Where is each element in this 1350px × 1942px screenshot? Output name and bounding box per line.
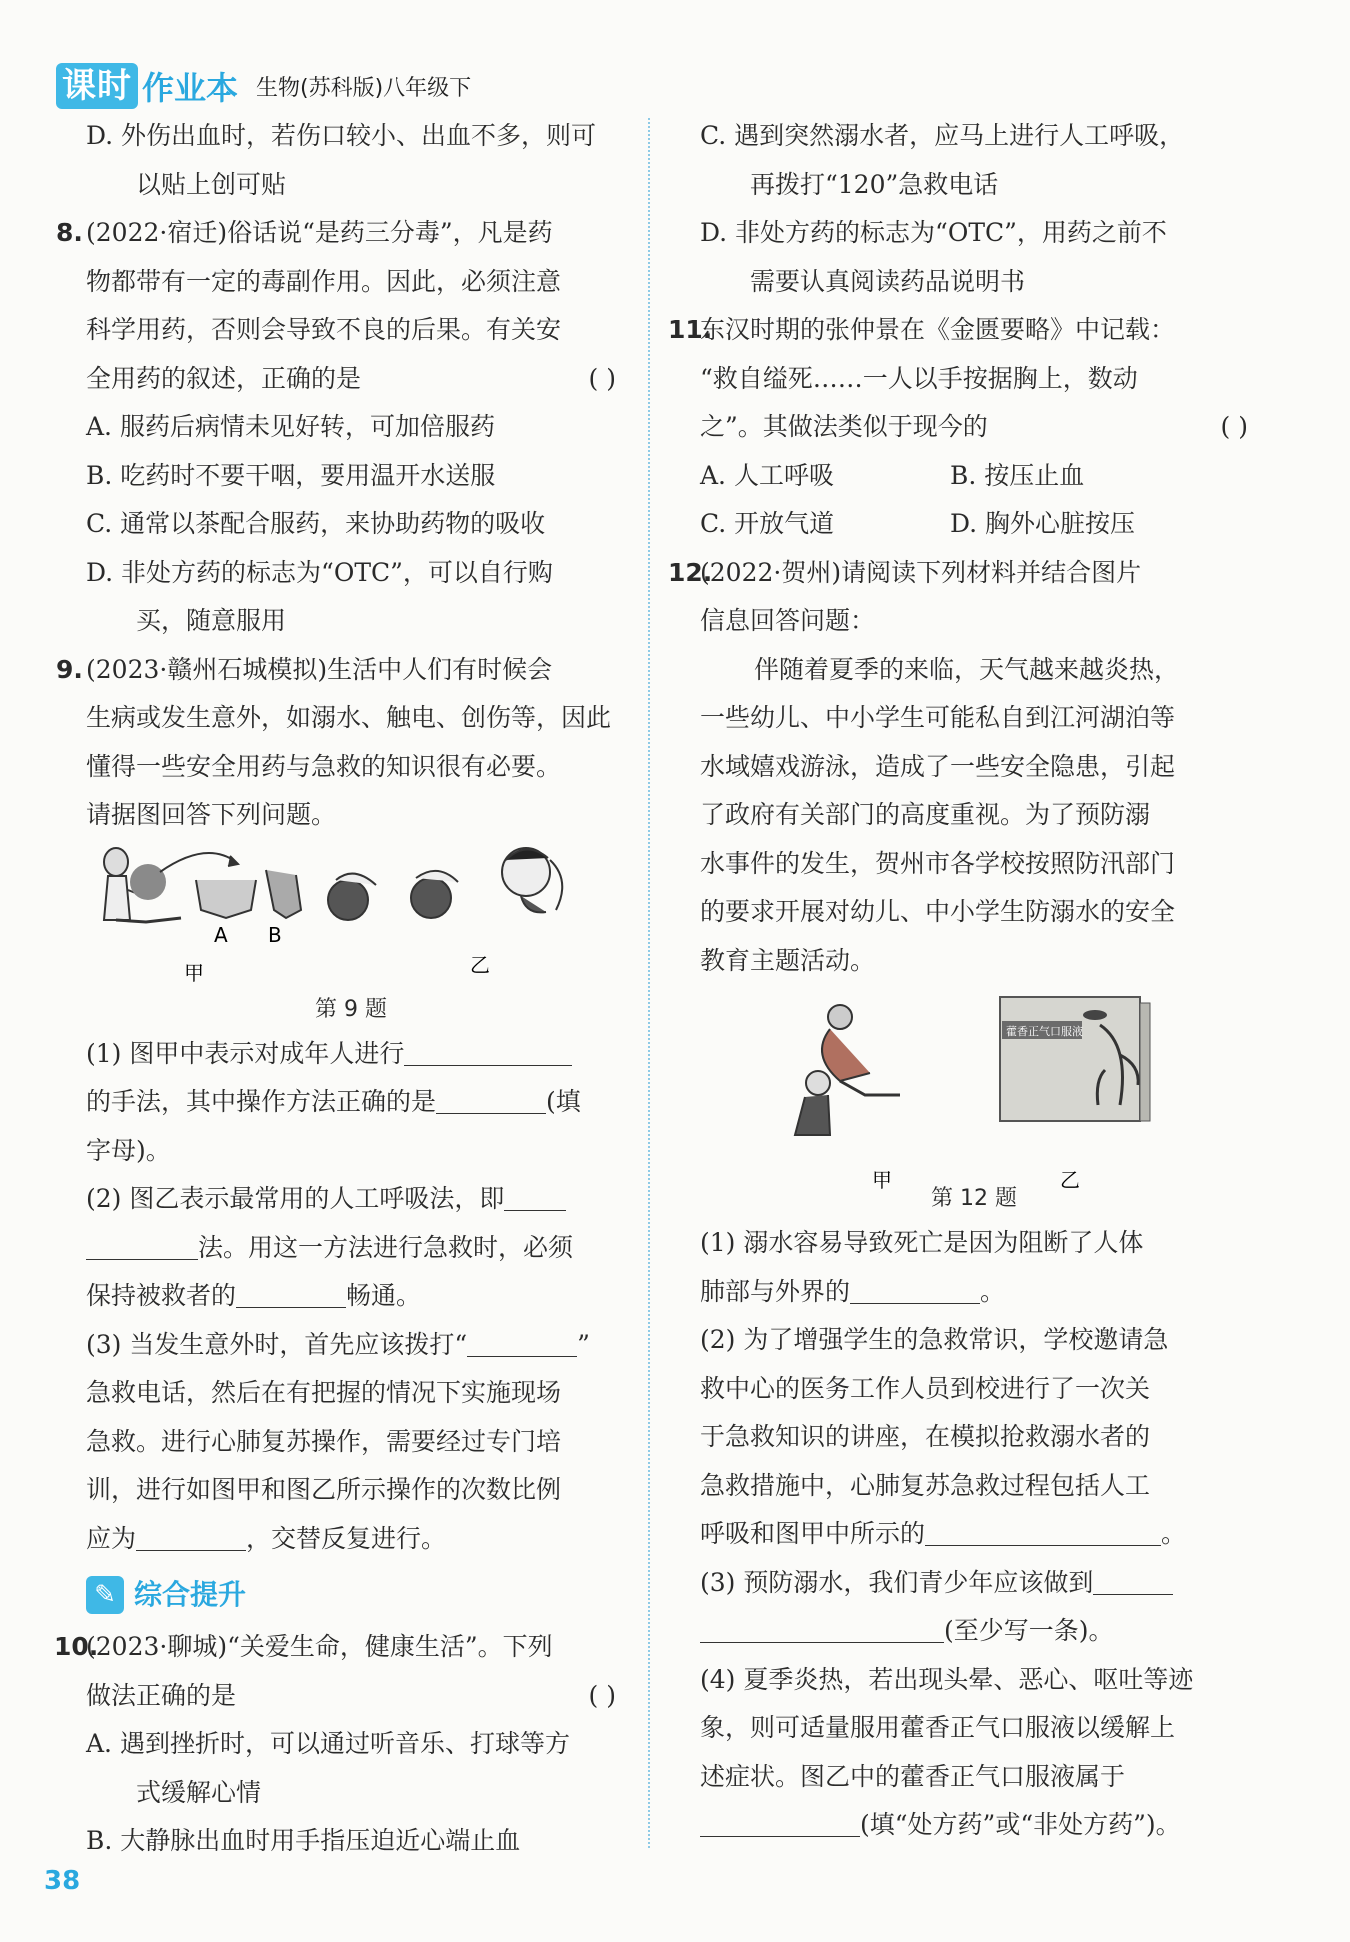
q10-option-d-line2: 需要认真阅读药品说明书 bbox=[750, 266, 1026, 296]
q9-part3-line1: (3) 当发生意外时，首先应该拨打“ ” bbox=[86, 1321, 616, 1370]
q11-options-row1 bbox=[700, 452, 1248, 501]
q9-blank-4[interactable] bbox=[236, 1277, 346, 1308]
page-header bbox=[56, 60, 471, 112]
q9-part2-line2: 法。用这一方法进行急救时，必须 bbox=[86, 1224, 616, 1273]
q9-blank-5[interactable] bbox=[467, 1326, 577, 1357]
q12-part2-line5: 呼吸和图甲中所示的 。 bbox=[700, 1510, 1248, 1559]
q12-material-line5: 水事件的发生，贺州市各学校按照防汛部门 bbox=[700, 848, 1176, 878]
left-column bbox=[54, 112, 616, 1866]
right-column bbox=[668, 112, 1248, 1850]
fig-label-a: A bbox=[214, 922, 228, 947]
q9-stem-line4: 请据图回答下列问题。 bbox=[86, 800, 337, 829]
fig12-label-yi: 乙 bbox=[1060, 1168, 1080, 1192]
logo-mark: 课时 bbox=[56, 63, 138, 109]
q11-option-c: C. 开放气道 bbox=[700, 509, 835, 538]
q9-part1-line3: 字母)。 bbox=[86, 1135, 171, 1165]
q9-part1-line2: 的手法，其中操作方法正确的是 (填 bbox=[86, 1078, 616, 1127]
q9-blank-3a[interactable] bbox=[504, 1180, 566, 1211]
q12-material-line3: 水域嬉戏游泳，造成了一些安全隐患，引起 bbox=[700, 751, 1176, 781]
q9-part3-line5: 应为 ，交替反复进行。 bbox=[86, 1515, 616, 1564]
q7-option-d-line1: D. 外伤出血时，若伤口较小、出血不多，则可 bbox=[86, 121, 597, 150]
q12-part4-line4: (填“处方药”或“非处方药”)。 bbox=[700, 1801, 1248, 1850]
q9-stem-line3: 懂得一些安全用药与急救的知识很有必要。 bbox=[86, 751, 562, 781]
q12-caption: 第 12 题 bbox=[931, 1186, 1017, 1211]
q9-number: 9. bbox=[56, 654, 83, 684]
q12-blank-3a[interactable] bbox=[1093, 1564, 1173, 1595]
q12-blank-2[interactable] bbox=[925, 1515, 1161, 1546]
q8-stem-line4: 全用药的叙述，正确的是 ( ) bbox=[86, 355, 616, 404]
q10-option-c-line1: C. 遇到突然溺水者，应马上进行人工呼吸， bbox=[700, 121, 1185, 150]
q12-material-line4: 了政府有关部门的高度重视。为了预防溺 bbox=[700, 800, 1151, 829]
q8-stem-line3: 科学用药，否则会导致不良的后果。有关安 bbox=[86, 315, 562, 344]
q9-part3-line2: 急救电话，然后在有把握的情况下实施现场 bbox=[86, 1378, 562, 1407]
book-logo bbox=[56, 63, 238, 109]
q12-material-line7: 教育主题活动。 bbox=[700, 945, 876, 975]
q12-number: 12. bbox=[668, 557, 713, 587]
q12-stem-line2: 信息回答问题： bbox=[700, 606, 876, 635]
section-title: 综合提升 bbox=[134, 1577, 247, 1611]
q11-stem-line1: 11. 东汉时期的张仲景在《金匮要略》中记载： bbox=[700, 306, 1248, 355]
section-header bbox=[86, 1567, 616, 1623]
q10-stem-line2: 做法正确的是 ( ) bbox=[86, 1672, 616, 1721]
q9-blank-2[interactable] bbox=[436, 1083, 546, 1114]
q12-figure bbox=[700, 985, 1248, 1207]
q12-part2-line4: 急救措施中，心肺复苏急救过程包括人工 bbox=[700, 1470, 1151, 1500]
q11-stem-line2: “救自缢死……一人以手按据胸上，数动 bbox=[700, 363, 1138, 393]
q11-option-d: D. 胸外心脏按压 bbox=[950, 509, 1136, 538]
fig-label-b: B bbox=[268, 922, 282, 947]
q9-part3-line4: 训，进行如图甲和图乙所示操作的次数比例 bbox=[86, 1475, 562, 1504]
q9-stem-line2: 生病或发生意外，如溺水、触电、创伤等，因此 bbox=[86, 703, 612, 732]
q9-caption: 第 9 题 bbox=[315, 996, 387, 1022]
q8-option-d-line1: D. 非处方药的标志为“OTC”，可以自行购 bbox=[86, 557, 553, 587]
q9-part3-line3: 急救。进行心肺复苏操作，需要经过专门培 bbox=[86, 1426, 562, 1456]
q8-option-c: C. 通常以茶配合服药，来协助药物的吸收 bbox=[86, 509, 546, 538]
logo-text: 作业本 bbox=[142, 69, 239, 107]
q12-part4-line3: 述症状。图乙中的藿香正气口服液属于 bbox=[700, 1761, 1126, 1791]
figure-yi-medicine-box bbox=[1000, 997, 1150, 1121]
q10-option-a-line2: 式缓解心情 bbox=[136, 1777, 262, 1807]
q12-part3-line1: (3) 预防溺水，我们青少年应该做到 bbox=[700, 1559, 1248, 1608]
q12-part1-line2: 肺部与外界的 。 bbox=[700, 1268, 1248, 1317]
q12-part4-line2: 象，则可适量服用藿香正气口服液以缓解上 bbox=[700, 1713, 1176, 1742]
q10-answer-paren: ( ) bbox=[588, 1680, 616, 1710]
q9-stem-line1: 9. (2023·赣州石城模拟)生活中人们有时候会 bbox=[86, 646, 616, 695]
q11-option-b: B. 按压止血 bbox=[950, 460, 1085, 490]
q9-part1-line1: (1) 图甲中表示对成年人进行 bbox=[86, 1030, 616, 1079]
q12-illustration bbox=[700, 985, 1248, 1207]
q12-stem-line1: 12. (2022·贺州)请阅读下列材料并结合图片 bbox=[700, 549, 1248, 598]
q9-blank-3b[interactable] bbox=[86, 1229, 198, 1260]
q12-blank-3b[interactable] bbox=[700, 1612, 944, 1643]
q12-part2-line2: 救中心的医务工作人员到校进行了一次关 bbox=[700, 1373, 1151, 1403]
fig-label-yi: 乙 bbox=[470, 952, 490, 977]
q11-option-a: A. 人工呼吸 bbox=[700, 460, 834, 490]
q12-blank-1[interactable] bbox=[850, 1273, 980, 1304]
box-product-name: 藿香正气口服液 bbox=[1006, 1025, 1083, 1038]
q10-option-d-line1: D. 非处方药的标志为“OTC”，用药之前不 bbox=[700, 218, 1167, 247]
q12-blank-4[interactable] bbox=[700, 1806, 860, 1837]
q12-material-line2: 一些幼儿、中小学生可能私自到江河湖泊等 bbox=[700, 703, 1176, 732]
q12-part2-line3: 于急救知识的讲座，在模拟抢救溺水者的 bbox=[700, 1422, 1151, 1451]
q11-answer-paren: ( ) bbox=[1220, 412, 1248, 441]
figure-jia-cpr bbox=[795, 1005, 900, 1135]
q8-number: 8. bbox=[56, 218, 83, 247]
q9-blank-1[interactable] bbox=[404, 1035, 572, 1066]
q9-illustration bbox=[86, 840, 616, 990]
q10-option-a-line1: A. 遇到挫折时，可以通过听音乐、打球等方 bbox=[86, 1729, 570, 1758]
q12-part2-line1: (2) 为了增强学生的急救常识，学校邀请急 bbox=[700, 1325, 1169, 1354]
q9-part2-line3: 保持被救者的 畅通。 bbox=[86, 1272, 616, 1321]
q12-part3-line2: (至少写一条)。 bbox=[700, 1607, 1248, 1656]
fig12-label-jia: 甲 bbox=[872, 1168, 892, 1192]
subject-title: 生物(苏科版)八年级下 bbox=[256, 75, 472, 101]
q7-option-d-line2: 以贴上创可贴 bbox=[136, 169, 287, 199]
figure-yi-rescue-breathing bbox=[328, 848, 562, 920]
column-divider bbox=[648, 118, 650, 1848]
q12-material-line1: 伴随着夏季的来临，天气越来越炎热， bbox=[754, 654, 1180, 684]
q10-option-c-line2: 再拨打“120”急救电话 bbox=[750, 169, 999, 199]
figure-jia-chest-compression bbox=[104, 848, 301, 922]
q11-stem-line3: 之”。其做法类似于现今的 ( ) bbox=[700, 403, 1248, 452]
q8-answer-paren: ( ) bbox=[588, 363, 616, 393]
q8-option-b: B. 吃药时不要干咽，要用温开水送服 bbox=[86, 460, 496, 490]
fig-label-jia: 甲 bbox=[184, 960, 204, 985]
q10-stem-line1: 10. (2023·聊城)“关爱生命，健康生活”。下列 bbox=[86, 1623, 616, 1672]
q12-material-line6: 的要求开展对幼儿、中小学生防溺水的安全 bbox=[700, 897, 1176, 926]
q10-option-b: B. 大静脉出血时用手指压迫近心端止血 bbox=[86, 1826, 521, 1855]
pencil-icon: ✎ bbox=[86, 1576, 124, 1614]
q8-option-a: A. 服药后病情未见好转，可加倍服药 bbox=[86, 412, 495, 441]
q11-number: 11. bbox=[668, 315, 713, 344]
q9-part2-line1: (2) 图乙表示最常用的人工呼吸法，即 bbox=[86, 1175, 616, 1224]
q9-figure bbox=[86, 840, 616, 990]
q8-stem-line1: 8. (2022·宿迁)俗话说“是药三分毒”，凡是药 bbox=[86, 209, 616, 258]
q8-stem-line2: 物都带有一定的毒副作用。因此，必须注意 bbox=[86, 266, 562, 296]
q11-options-row2 bbox=[700, 500, 1248, 549]
q9-blank-6[interactable] bbox=[136, 1520, 246, 1551]
q8-option-d-line2: 买，随意服用 bbox=[136, 606, 287, 635]
page-number: 38 bbox=[44, 1866, 81, 1896]
q12-part1-line1: (1) 溺水容易导致死亡是因为阻断了人体 bbox=[700, 1228, 1144, 1257]
q10-number: 10. bbox=[54, 1632, 99, 1661]
q12-part4-line1: (4) 夏季炎热，若出现头晕、恶心、呕吐等迹 bbox=[700, 1664, 1194, 1694]
